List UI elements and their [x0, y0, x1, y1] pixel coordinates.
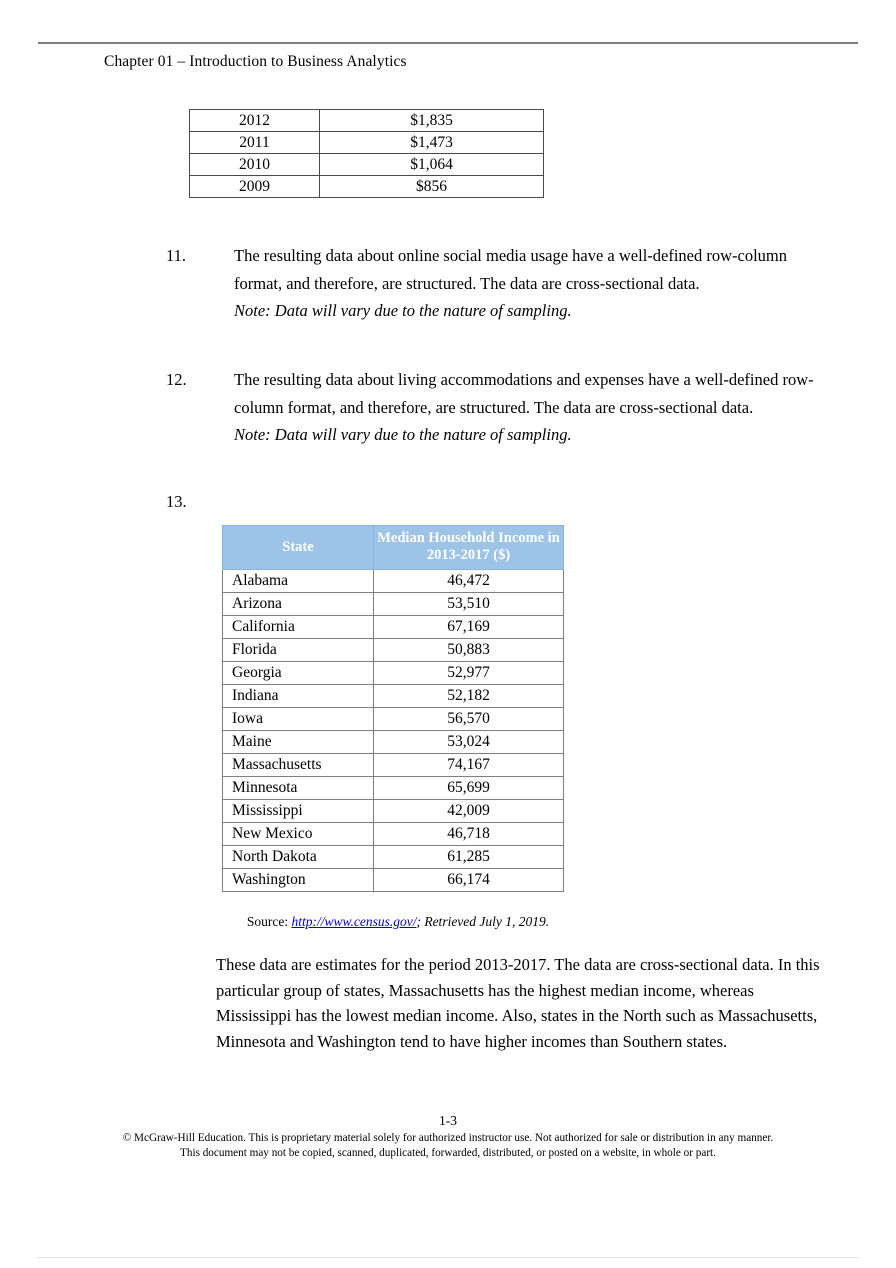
income-cell: 52,977 — [374, 662, 564, 685]
income-cell: 67,169 — [374, 616, 564, 639]
income-cell: 65,699 — [374, 777, 564, 800]
table-row — [223, 593, 564, 616]
year-cell: 2009 — [190, 176, 320, 198]
item-number: 11. — [166, 246, 187, 265]
table-source-caption — [222, 913, 574, 931]
income-cell: 53,510 — [374, 593, 564, 616]
header-divider-rule — [38, 42, 858, 44]
value-cell: $1,473 — [320, 132, 544, 154]
census-gov-link[interactable]: http://www.census.gov/ — [291, 914, 417, 929]
table-row — [190, 154, 544, 176]
table-row — [190, 110, 544, 132]
state-cell: Maine — [223, 731, 374, 754]
table-row — [223, 708, 564, 731]
income-cell: 50,883 — [374, 639, 564, 662]
table-row — [190, 176, 544, 198]
item-note: Note: Data will vary due to the nature of sampling. — [234, 301, 572, 320]
income-cell: 53,024 — [374, 731, 564, 754]
table-row — [223, 823, 564, 846]
numbered-item-12 — [166, 366, 826, 449]
state-cell: Florida — [223, 639, 374, 662]
year-cell: 2010 — [190, 154, 320, 176]
value-cell: $856 — [320, 176, 544, 198]
income-cell: 42,009 — [374, 800, 564, 823]
item-answer-text: The resulting data about online social media usage have a well-defined row-column format, and therefore, are structured. The data are cross-sectional data. — [234, 246, 788, 293]
year-value-table — [189, 109, 544, 198]
item-number: 12. — [166, 370, 187, 389]
value-cell: $1,064 — [320, 154, 544, 176]
state-cell: Minnesota — [223, 777, 374, 800]
income-cell: 66,174 — [374, 869, 564, 892]
table-row — [223, 869, 564, 892]
page-number: 1-3 — [439, 1113, 457, 1128]
state-cell: California — [223, 616, 374, 639]
state-cell: North Dakota — [223, 846, 374, 869]
year-cell: 2012 — [190, 110, 320, 132]
table-row — [223, 685, 564, 708]
income-cell: 56,570 — [374, 708, 564, 731]
closing-explanation-paragraph: These data are estimates for the period 2013-2017. The data are cross-sectional data. In this particular group of states, Massachusetts has the highest median income, whereas Mississippi has the lowest median income. Also, states in the North such as Massachusetts, Minnesota and Washington tend to have higher incomes than Southern states. — [216, 955, 820, 1051]
state-cell: Alabama — [223, 570, 374, 593]
item-body — [234, 242, 826, 325]
income-cell: 46,718 — [374, 823, 564, 846]
column-header-state: State — [223, 526, 374, 570]
item-number: 13. — [166, 492, 187, 511]
income-cell: 74,167 — [374, 754, 564, 777]
state-cell: Georgia — [223, 662, 374, 685]
state-cell: Mississippi — [223, 800, 374, 823]
column-header-median-income: Median Household Income in 2013-2017 ($) — [374, 526, 564, 570]
table-row — [223, 616, 564, 639]
footer-divider-rule — [38, 1257, 858, 1258]
numbered-item-11 — [166, 242, 826, 325]
copyright-notice: © McGraw-Hill Education. This is proprietary material solely for authorized instructor use. Not authorized for sale or distribution in any manner. This document may not be copied, scanned, duplicated, forwarded, distributed, or posted on a website, in whole or part. — [122, 1132, 774, 1159]
median-household-income-table — [222, 525, 564, 892]
table-row — [223, 662, 564, 685]
year-value-table-body — [190, 110, 544, 198]
state-cell: Iowa — [223, 708, 374, 731]
source-retrieved-date: ; Retrieved July 1, 2019. — [416, 914, 550, 929]
table-row — [223, 754, 564, 777]
year-cell: 2011 — [190, 132, 320, 154]
income-cell: 61,285 — [374, 846, 564, 869]
state-cell: Massachusetts — [223, 754, 374, 777]
value-cell: $1,835 — [320, 110, 544, 132]
state-cell: Indiana — [223, 685, 374, 708]
table-row — [190, 132, 544, 154]
state-cell: Arizona — [223, 593, 374, 616]
income-cell: 46,472 — [374, 570, 564, 593]
table-row — [223, 526, 564, 570]
table-row — [223, 570, 564, 593]
item-note: Note: Data will vary due to the nature of sampling. — [234, 425, 572, 444]
income-cell: 52,182 — [374, 685, 564, 708]
table-row — [223, 639, 564, 662]
table-row — [223, 846, 564, 869]
table-row — [223, 777, 564, 800]
state-cell: Washington — [223, 869, 374, 892]
median-household-income-table-body — [223, 570, 564, 892]
table-header-row — [223, 526, 564, 570]
source-label: Source: — [246, 914, 292, 929]
item-body — [234, 366, 826, 449]
state-cell: New Mexico — [223, 823, 374, 846]
table-row — [223, 731, 564, 754]
running-header-chapter-title: Chapter 01 – Introduction to Business Analytics — [104, 53, 407, 70]
table-row — [223, 800, 564, 823]
item-answer-text: The resulting data about living accommodations and expenses have a well-defined row-column format, and therefore, are structured. The data are cross-sectional data. — [234, 370, 814, 417]
